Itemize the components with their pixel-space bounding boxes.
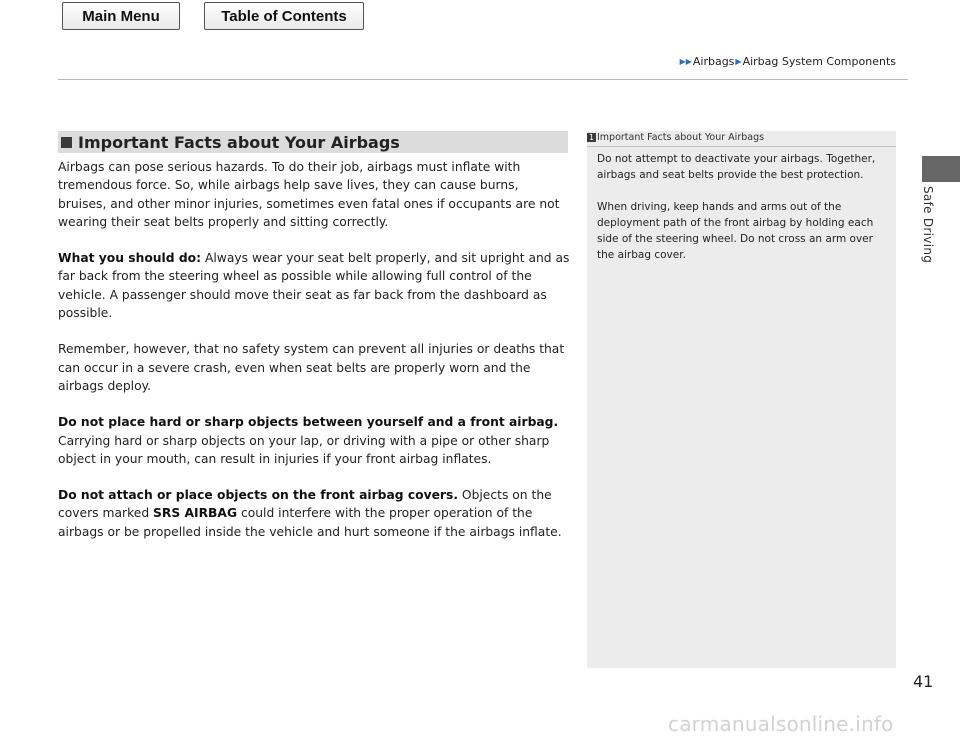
airbag-covers-lead: Do not attach or place objects on the front airbag covers.: [58, 488, 458, 503]
watermark: carmanualsonline.info: [668, 712, 894, 736]
what-to-do-lead: What you should do:: [58, 251, 202, 266]
side-note-title: [587, 132, 764, 143]
section-heading: [58, 131, 568, 153]
paragraph-intro: Airbags can pose serious hazards. To do their job, airbags must inflate with tremendous force. So, while airbags help save lives, they can cause burns, bruises, and other minor injuries, sometimes even fatal ones if occupants are not wearing their seat belts properly and sitting correctly.: [58, 160, 560, 229]
main-body-text: [58, 158, 570, 559]
breadcrumb: [679, 55, 896, 68]
section-tab: [922, 156, 960, 182]
side-note-divider: [587, 146, 896, 147]
header-divider: [58, 79, 908, 80]
table-of-contents-button[interactable]: Table of Contents: [204, 2, 364, 30]
page-number: 41: [913, 672, 934, 691]
side-note-paragraph: Do not attempt to deactivate your airbags. Together, airbags and seat belts provide the best protection.: [597, 153, 876, 181]
note-number-icon: 1: [588, 133, 595, 142]
side-note-title-text: Important Facts about Your Airbags: [597, 132, 765, 143]
paragraph-what-to-do: What you should do: Always wear your seat belt properly, and sit upright and as far back from the steering wheel as possible while allowing full control of the vehicle. A passenger should move their seat as far back from the dashboard as possible.: [58, 251, 570, 321]
breadcrumb-arrow-icon: ▶: [735, 57, 742, 66]
side-note-body: [597, 151, 889, 279]
hard-objects-lead: Do not place hard or sharp objects between yourself and a front airbag.: [58, 415, 559, 430]
section-label: Safe Driving: [921, 186, 935, 264]
breadcrumb-airbags[interactable]: Airbags: [692, 55, 735, 68]
paragraph-airbag-covers: Do not attach or place objects on the front airbag covers. Objects on the covers marked SRS AIRBAG could interfere with the proper operation of the airbags or be propelled inside the vehicle and hurt someone if the airbags inflate.: [58, 488, 562, 539]
section-heading-text: Important Facts about Your Airbags: [78, 132, 400, 152]
main-menu-button[interactable]: Main Menu: [62, 2, 180, 30]
side-note-paragraph: When driving, keep hands and arms out of the deployment path of the front airbag by holding each side of the steering wheel. Do not cross an arm over the airbag cover.: [597, 201, 874, 261]
breadcrumb-arrow-icon: ▶▶: [679, 57, 692, 66]
side-note-panel: [587, 131, 896, 668]
paragraph-remember: Remember, however, that no safety system can prevent all injuries or deaths that can occur in a severe crash, even when seat belts are properly worn and the airbags deploy.: [58, 342, 565, 393]
srs-airbag-mark: SRS AIRBAG: [153, 506, 238, 521]
paragraph-hard-objects: Do not place hard or sharp objects between yourself and a front airbag. Carrying hard or sharp objects on your lap, or driving with a pipe or other sharp object in your mouth, can result in injuries if your front airbag inflates.: [58, 415, 559, 466]
square-bullet-icon: [61, 137, 72, 148]
breadcrumb-airbag-system-components[interactable]: Airbag System Components: [742, 55, 896, 68]
